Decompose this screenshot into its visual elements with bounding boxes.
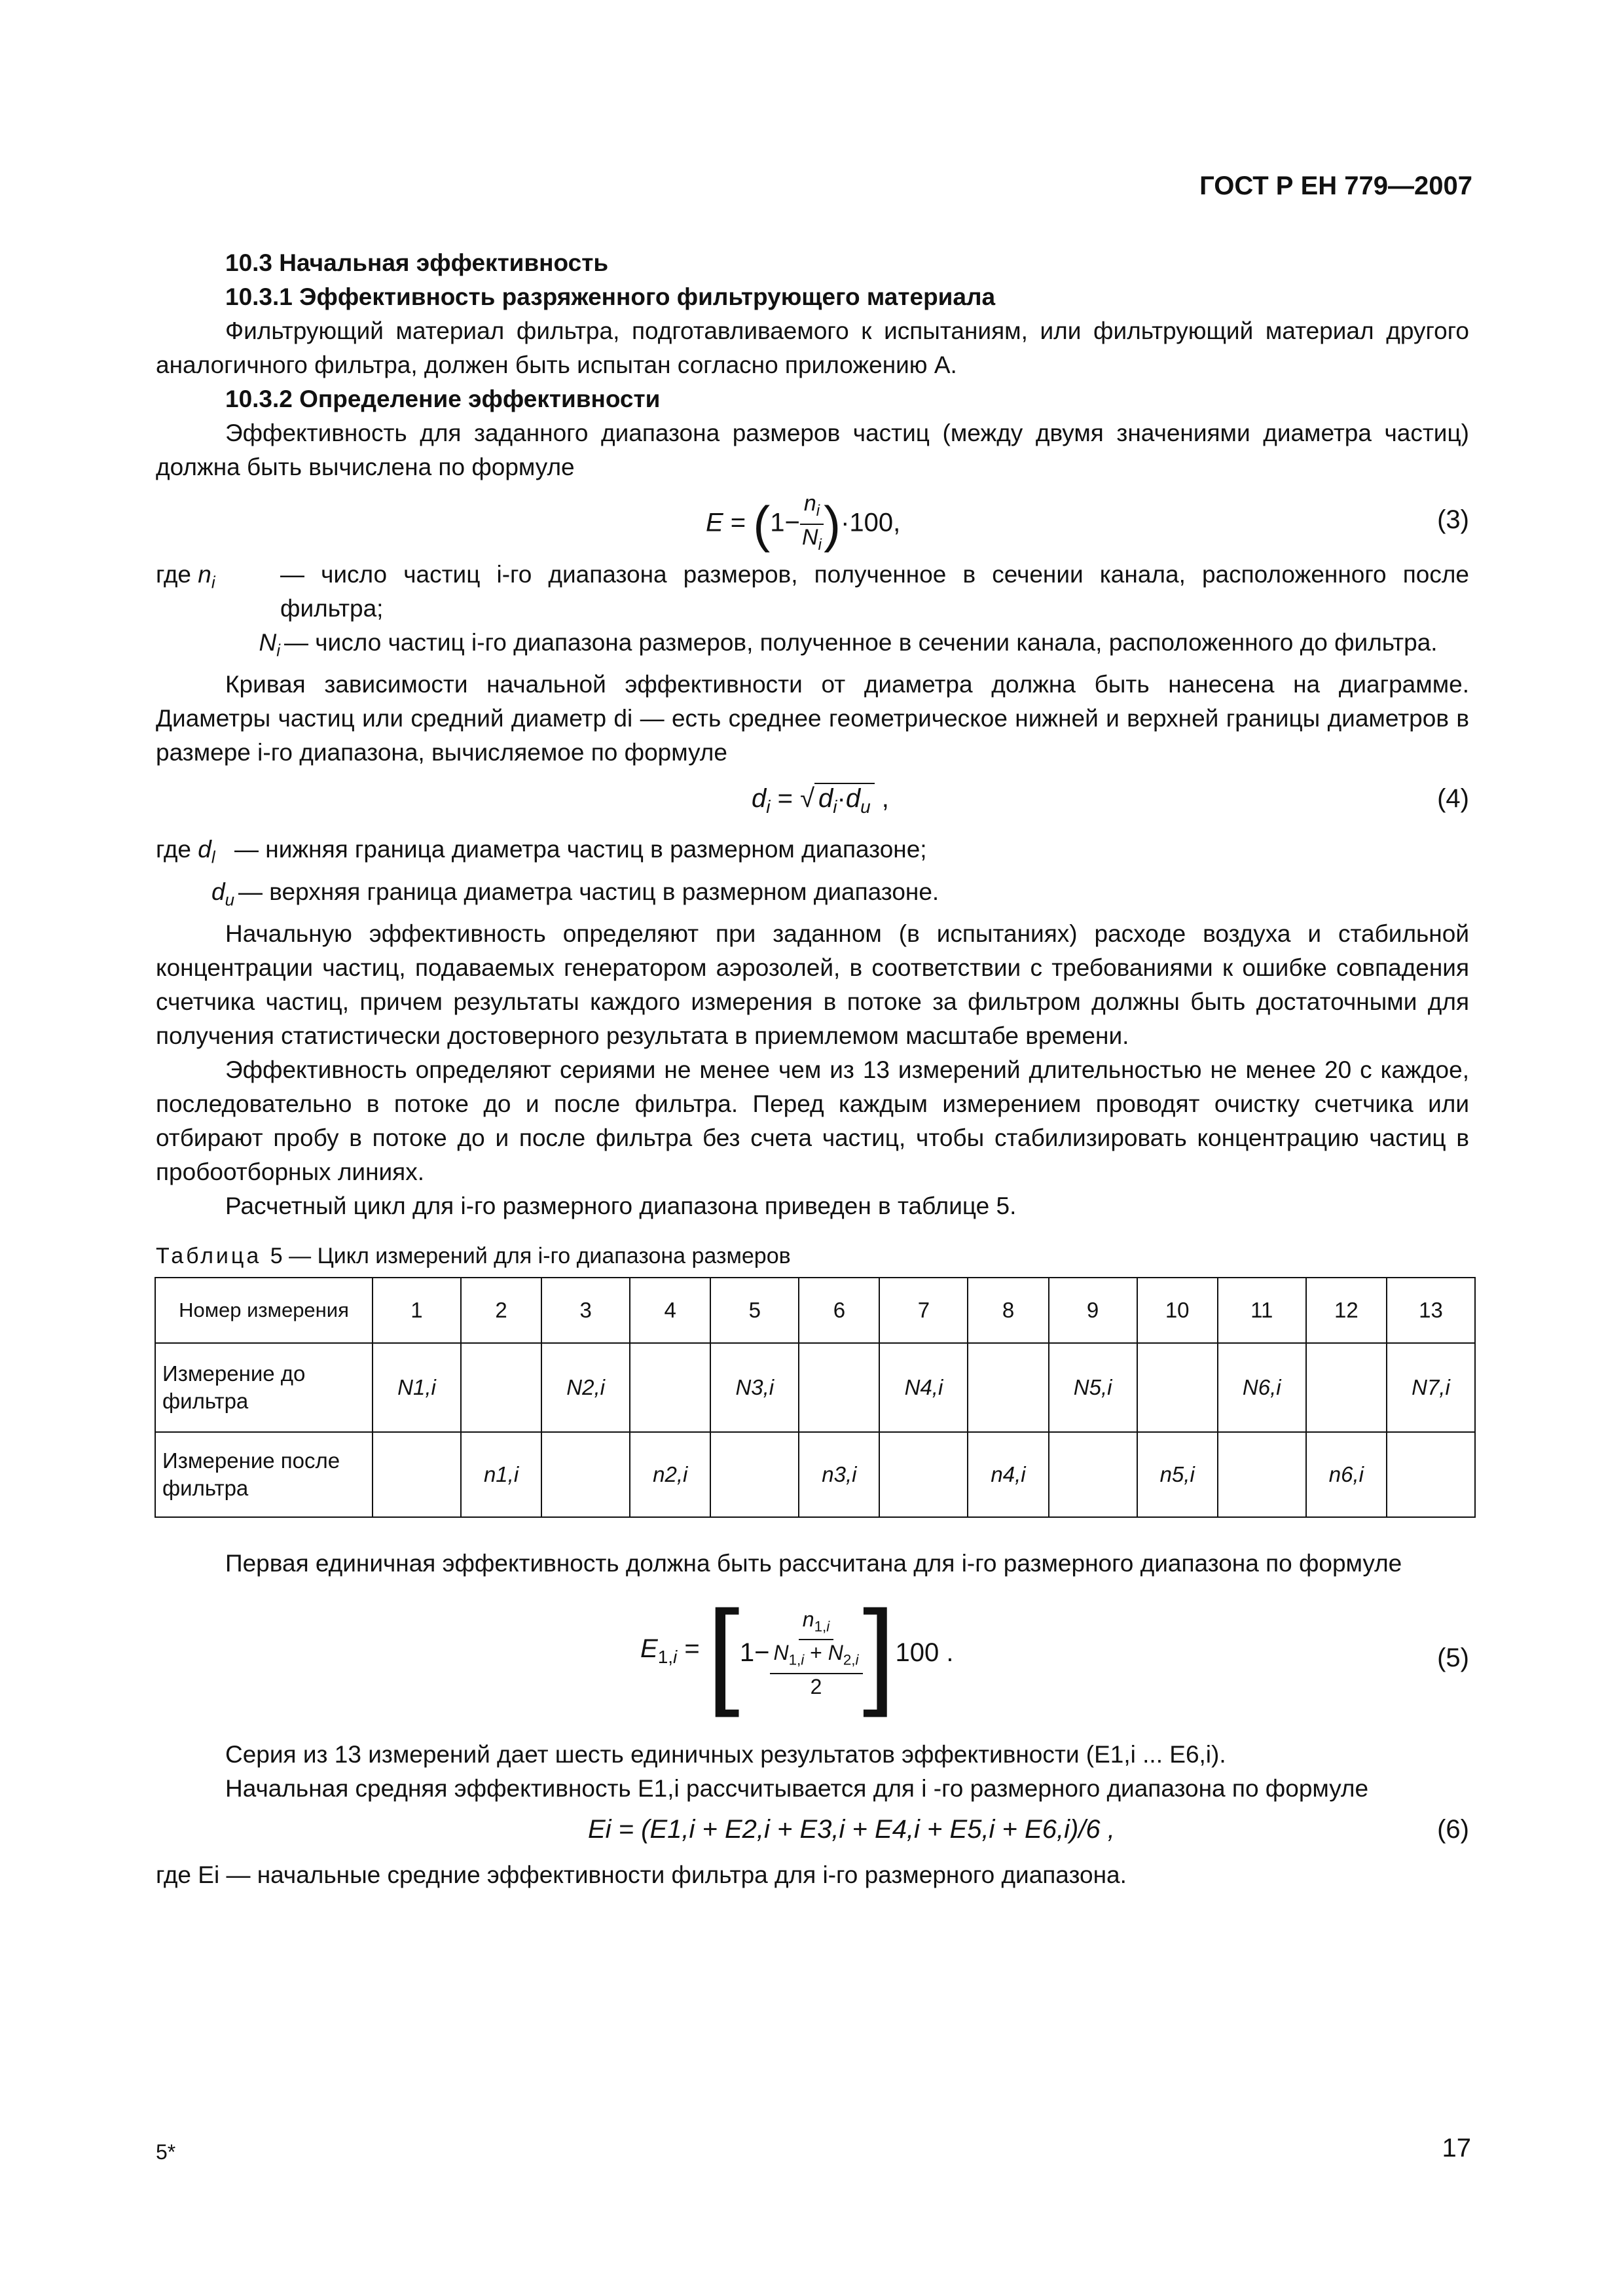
table-cell: N4,i	[879, 1343, 968, 1432]
where-label: где	[156, 561, 192, 588]
document-header: ГОСТ Р ЕН 779—2007	[1199, 171, 1472, 200]
symbol: n	[198, 561, 211, 588]
table-cell	[373, 1432, 461, 1517]
table-cell: 7	[879, 1278, 968, 1343]
row-label: Измерение до фильтра	[155, 1343, 373, 1432]
paragraph: Первая единичная эффективность должна быть рассчитана для i-го размерного диапазона по формуле	[225, 1550, 1402, 1577]
paragraph: Кривая зависимости начальной эффективности от диаметра должна быть нанесена на диаграмме. Диаметры частиц или средний диаметр di — есть среднее геометрическое нижней и верхней границы диаметров в размере i-го диапазона, вычисляемое по формуле	[156, 671, 1469, 766]
table-cell: 10	[1137, 1278, 1218, 1343]
table-cell: 4	[630, 1278, 710, 1343]
table-cell: 1	[373, 1278, 461, 1343]
paragraph: Эффективность определяют сериями не менее чем из 13 измерений длительностью не менее 20 с каждое, последовательно в потоке до и после фильтра. Перед каждым измерением проводят очистку счетчика или отбирают пробу в потоке до и после фильтра без счета частиц, чтобы стабилизировать концентрацию частиц в пробоотборных линиях.	[156, 1056, 1469, 1186]
table-cell	[879, 1432, 968, 1517]
table-cell: 5	[710, 1278, 799, 1343]
table-row	[155, 1343, 1475, 1432]
table-cell: n2,i	[630, 1432, 710, 1517]
table-cell	[1218, 1432, 1306, 1517]
table-cell	[630, 1343, 710, 1432]
caption-text: 5 — Цикл измерений для i-го диапазона размеров	[270, 1244, 791, 1269]
definition-text: — число частиц i-го диапазона размеров, полученное в сечении канала, расположенного до фильтра.	[284, 629, 1438, 656]
section-heading: 10.3 Начальная эффективность	[225, 249, 609, 276]
equation-number: (6)	[1437, 1815, 1469, 1844]
table-cell	[968, 1343, 1048, 1432]
paragraph: Расчетный цикл для i-го размерного диапазона приведен в таблице 5.	[225, 1193, 1017, 1220]
formula-6	[156, 1806, 1469, 1858]
table-cell: N6,i	[1218, 1343, 1306, 1432]
subsection-heading: 10.3.1 Эффективность разряженного фильтрующего материала	[225, 283, 996, 310]
equation-number: (5)	[1437, 1643, 1469, 1673]
table-cell	[1387, 1432, 1475, 1517]
paragraph: Начальная средняя эффективность E1,i рассчитывается для i -го размерного диапазона по формуле	[225, 1775, 1369, 1803]
equation-number: (3)	[1437, 505, 1469, 534]
table-cell: 11	[1218, 1278, 1306, 1343]
table-cell: n3,i	[799, 1432, 879, 1517]
table-cell: N2,i	[541, 1343, 630, 1432]
table-header-cell: Номер измерения	[155, 1278, 373, 1343]
table-cell: 12	[1306, 1278, 1387, 1343]
table-cell	[461, 1343, 541, 1432]
table-cell: n1,i	[461, 1432, 541, 1517]
equation-text: Ei = (E1,i + E2,i + E3,i + E4,i + E5,i + E6,i)/6 ,	[588, 1815, 1115, 1844]
table-cell: n6,i	[1306, 1432, 1387, 1517]
table-cell: N3,i	[710, 1343, 799, 1432]
table-cell	[799, 1343, 879, 1432]
paragraph: Начальную эффективность определяют при заданном (в испытаниях) расходе воздуха и стабильной концентрации частиц, подаваемых генератором аэрозолей, в соответствии с требованиями к ошибке совпадения счетчика частиц, причем результаты каждого измерения в потоке за фильтром должны быть достаточными для получения статистически достоверного результата в приемлемом масштабе времени.	[156, 920, 1469, 1050]
table-cell	[1049, 1432, 1137, 1517]
definition-item	[156, 626, 1469, 668]
table-cell: n5,i	[1137, 1432, 1218, 1517]
table-row	[155, 1432, 1475, 1517]
formula-3: E = (1− $\frac{n_i}{N_i}$ )·100, (3)	[706, 491, 1469, 554]
table-cell: 6	[799, 1278, 879, 1343]
symbol: N	[259, 629, 277, 656]
table-cell: 3	[541, 1278, 630, 1343]
table-cell: N1,i	[373, 1343, 461, 1432]
definition-text: — число частиц i-го диапазона размеров, полученное в сечении канала, расположенного после фильтра;	[280, 561, 1469, 622]
table-cell: 13	[1387, 1278, 1475, 1343]
table-cell: 9	[1049, 1278, 1137, 1343]
definition-item	[156, 558, 1469, 626]
formula-5: $E_{1,i}$ = [ 1− $n_{1,i}$ $N_{1,i} + N_{2,i}$ 2 ] 100 . (5)	[640, 1587, 1469, 1719]
table-cell: 2	[461, 1278, 541, 1343]
definition-text: — верхняя граница диаметра частиц в размерном диапазоне.	[238, 878, 939, 905]
paragraph: Серия из 13 измерений дает шесть единичных результатов эффективности (E1,i ... E6,i).	[225, 1741, 1226, 1768]
table-cell	[1137, 1343, 1218, 1432]
table-header-row	[155, 1278, 1475, 1343]
definition-item: $d_u$ — верхняя граница диаметра частиц в размерном диапазоне.	[156, 875, 1469, 917]
footer-mark: 5*	[156, 2140, 176, 2164]
definition-text: — нижняя граница диаметра частиц в размерном диапазоне;	[234, 836, 927, 863]
table-cell: n4,i	[968, 1432, 1048, 1517]
paragraph: Фильтрующий материал фильтра, подготавливаемого к испытаниям, или фильтрующий материал другого аналогичного фильтра, должен быть испытан согласно приложению А.	[156, 317, 1469, 378]
table-caption	[156, 1239, 1469, 1273]
table-cell	[541, 1432, 630, 1517]
formula-4: $d_i$ = √ $d_i\cdot d_u$ , (4)	[156, 770, 1469, 833]
caption-lead: Таблица	[156, 1244, 262, 1269]
table-cell: N5,i	[1049, 1343, 1137, 1432]
row-label: Измерение после фильтра	[155, 1432, 373, 1517]
measurement-table	[155, 1277, 1476, 1518]
subsection-heading: 10.3.2 Определение эффективности	[225, 386, 661, 412]
table-cell: 8	[968, 1278, 1048, 1343]
table-cell	[1306, 1343, 1387, 1432]
equation-number: (4)	[1437, 784, 1469, 814]
paragraph: Эффективность для заданного диапазона размеров частиц (между двумя значениями диаметра частиц) должна быть вычислена по формуле	[156, 420, 1469, 480]
table-cell: N7,i	[1387, 1343, 1475, 1432]
symbol-subscript: i	[276, 641, 280, 660]
page-content	[156, 246, 1469, 1892]
table-cell	[710, 1432, 799, 1517]
definition-item: где $d_l$ — нижняя граница диаметра частиц в размерном диапазоне;	[156, 833, 1469, 874]
page-number: 17	[1442, 2134, 1471, 2162]
symbol-subscript: i	[211, 573, 215, 592]
paragraph: где Ei — начальные средние эффективности фильтра для i-го размерного диапазона.	[156, 1861, 1127, 1889]
